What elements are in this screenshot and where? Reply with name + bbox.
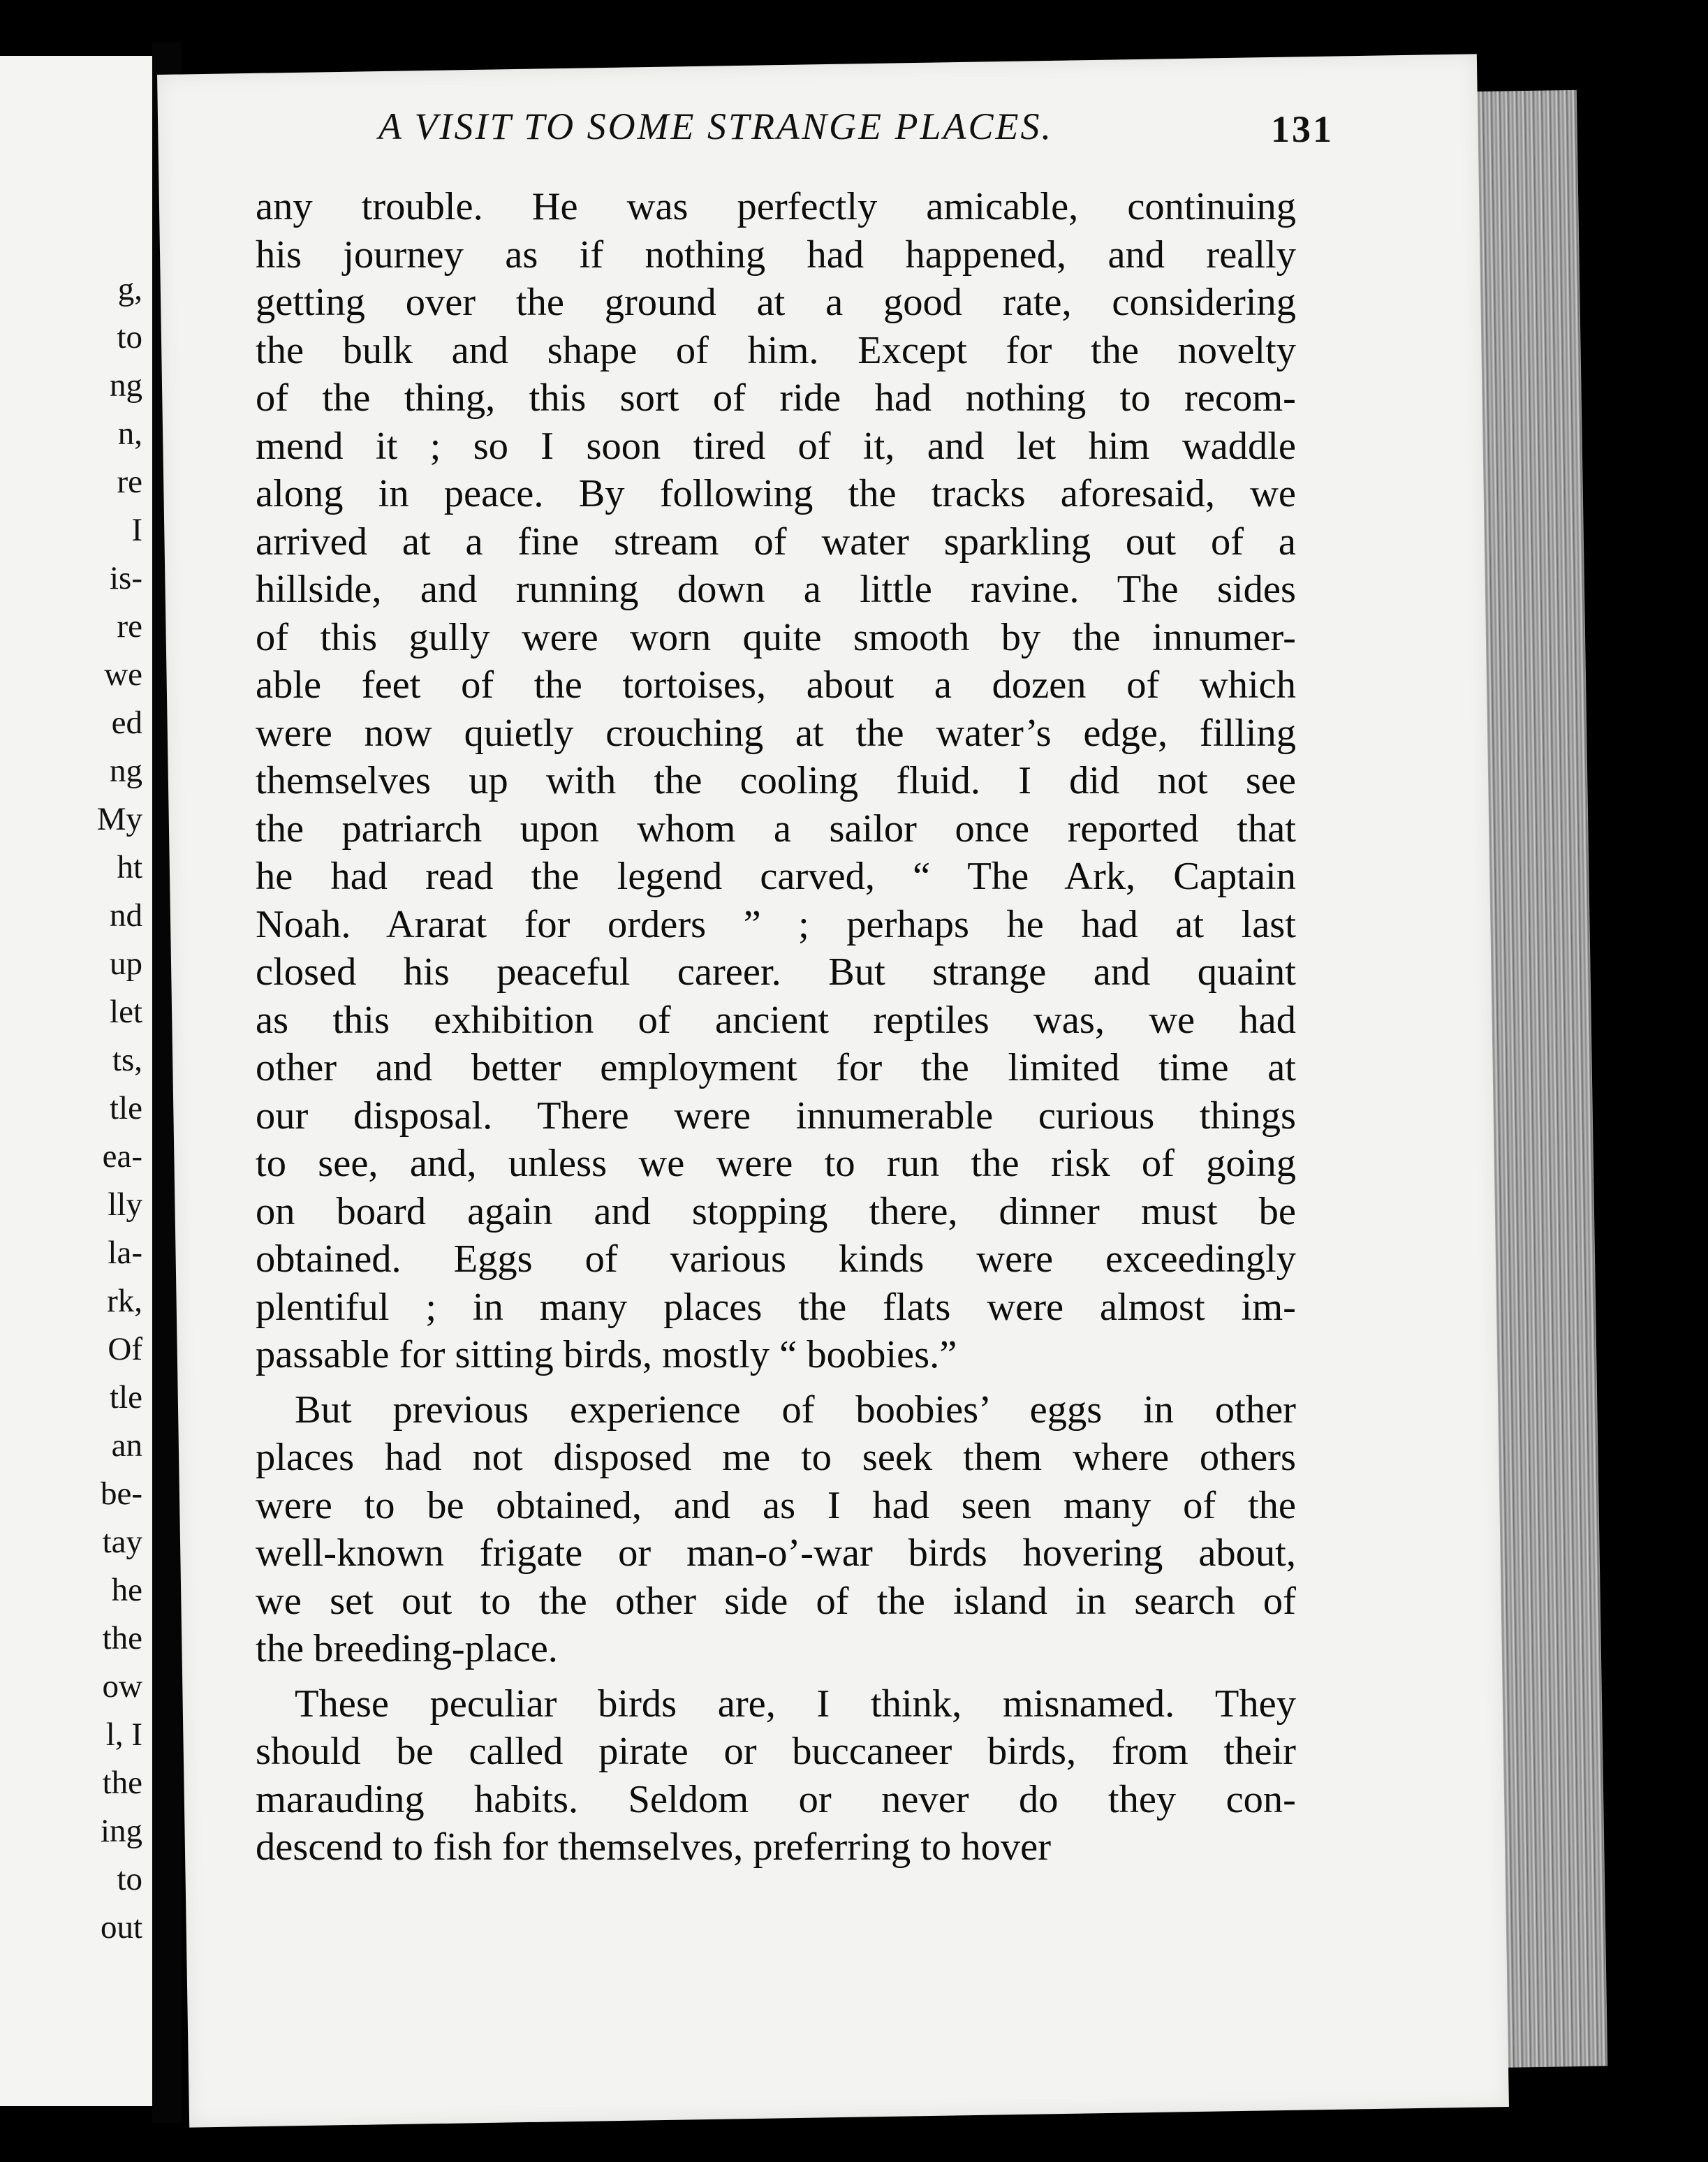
facing-page-fragment: we <box>104 656 142 693</box>
facing-page-fragment: My <box>96 801 142 837</box>
running-head <box>216 105 1334 161</box>
text-line: our disposal. There were innumerable curious things <box>256 1094 1296 1138</box>
text-line: on board again and stopping there, dinner must be <box>256 1189 1296 1233</box>
page-number: 131 <box>1271 108 1334 150</box>
facing-page-fragment: re <box>117 464 142 500</box>
facing-page-fragment: ea- <box>102 1138 142 1175</box>
paragraph-gap <box>256 1673 1296 1680</box>
facing-page-text-fragments <box>0 265 152 1952</box>
text-line: other and better employment for the limited time at <box>256 1046 1296 1089</box>
text-line: any trouble. He was perfectly amicable, continuing <box>256 185 1296 228</box>
text-line: the bulk and shape of him. Except for the novelty <box>256 328 1296 372</box>
text-line: mend it ; so I soon tired of it, and let him waddle <box>256 424 1296 468</box>
paragraph-gap <box>256 1379 1296 1386</box>
facing-page-fragment: l, I <box>105 1716 142 1753</box>
text-line: we set out to the other side of the island in search of <box>256 1579 1296 1623</box>
text-line: the patriarch upon whom a sailor once reported that <box>256 807 1296 851</box>
text-line: hillside, and running down a little ravine. The sides <box>256 568 1296 611</box>
text-line: of the thing, this sort of ride had nothing to recom- <box>256 376 1296 420</box>
facing-page-fragment: tle <box>110 1379 142 1415</box>
facing-page-fragment: ts, <box>112 1042 142 1078</box>
text-line: Noah. Ararat for orders ” ; perhaps he had at last <box>256 902 1296 946</box>
paragraph <box>256 1386 1296 1673</box>
paragraph <box>256 1680 1296 1871</box>
facing-page-fragment: Of <box>108 1331 142 1367</box>
facing-page-fragment: an <box>111 1427 142 1464</box>
facing-page-fragment: ed <box>111 705 142 741</box>
facing-page-fragment: to <box>117 1861 142 1897</box>
facing-page-fragment: lly <box>108 1186 142 1223</box>
text-line: descend to fish for themselves, preferring to hover <box>256 1825 1052 1869</box>
facing-page-fragment: ng <box>110 753 142 789</box>
text-line: the breeding-place. <box>256 1627 558 1670</box>
text-line: as this exhibition of ancient reptiles was, we had <box>256 998 1296 1042</box>
text-line: marauding habits. Seldom or never do they con- <box>256 1777 1296 1821</box>
text-line: getting over the ground at a good rate, considering <box>256 281 1296 324</box>
facing-page-fragment: he <box>111 1572 142 1608</box>
text-line: should be called pirate or buccaneer birds, from their <box>256 1730 1296 1773</box>
facing-page-fragment: I <box>131 512 142 548</box>
facing-page-fragment: the <box>102 1620 142 1656</box>
text-line: along in peace. By following the tracks aforesaid, we <box>256 472 1296 515</box>
facing-page-edge <box>0 56 152 2106</box>
text-line: his journey as if nothing had happened, and really <box>256 233 1296 277</box>
facing-page-fragment: re <box>117 608 142 645</box>
text-line: of this gully were worn quite smooth by the innumer- <box>256 615 1296 659</box>
text-line: These peculiar birds are, I think, misnamed. They <box>295 1682 1296 1726</box>
facing-page-fragment: ow <box>102 1668 142 1705</box>
facing-page-fragment: the <box>102 1765 142 1801</box>
text-line: plentiful ; in many places the flats were almost im- <box>256 1285 1296 1329</box>
facing-page-fragment: to <box>117 319 142 355</box>
facing-page-fragment: tle <box>110 1090 142 1126</box>
text-line: able feet of the tortoises, about a dozen of which <box>256 663 1296 707</box>
text-line: were to be obtained, and as I had seen many of the <box>256 1483 1296 1527</box>
facing-page-fragment: let <box>110 994 142 1030</box>
facing-page-fragment: g, <box>117 271 142 307</box>
facing-page-fragment: la- <box>108 1235 142 1271</box>
facing-page-fragment: out <box>100 1909 142 1946</box>
facing-page-fragment: ht <box>117 849 142 885</box>
paragraph <box>256 183 1296 1379</box>
text-line: But previous experience of boobies’ eggs in other <box>295 1388 1296 1432</box>
facing-page-fragment: ing <box>100 1813 142 1849</box>
text-line: were now quietly crouching at the water’s edge, filling <box>256 711 1296 755</box>
text-line: places had not disposed me to seek them where others <box>256 1436 1296 1479</box>
text-line: closed his peaceful career. But strange and quaint <box>256 950 1296 994</box>
facing-page-fragment: tay <box>102 1524 142 1560</box>
facing-page-fragment: nd <box>110 897 142 934</box>
text-line: arrived at a fine stream of water sparkling out of a <box>256 520 1296 564</box>
facing-page-fragment: up <box>110 946 142 982</box>
text-line: he had read the legend carved, “ The Ark, Captain <box>256 855 1296 898</box>
text-line: passable for sitting birds, mostly “ boobies.” <box>256 1333 957 1376</box>
facing-page-fragment: n, <box>117 416 142 452</box>
facing-page-fragment: is- <box>110 560 142 596</box>
text-line: well-known frigate or man-o’-war birds hovering about, <box>256 1531 1296 1575</box>
facing-page-fragment: rk, <box>107 1283 142 1319</box>
facing-page-fragment: be- <box>100 1476 142 1512</box>
text-line: to see, and, unless we were to run the risk of going <box>256 1142 1296 1185</box>
facing-page-fragment: ng <box>110 367 142 404</box>
body-text <box>256 183 1296 1871</box>
running-head-title: A VISIT TO SOME STRANGE PLACES. <box>378 105 1054 147</box>
text-line: themselves up with the cooling fluid. I did not see <box>256 759 1296 802</box>
text-line: obtained. Eggs of various kinds were exceedingly <box>256 1237 1296 1281</box>
